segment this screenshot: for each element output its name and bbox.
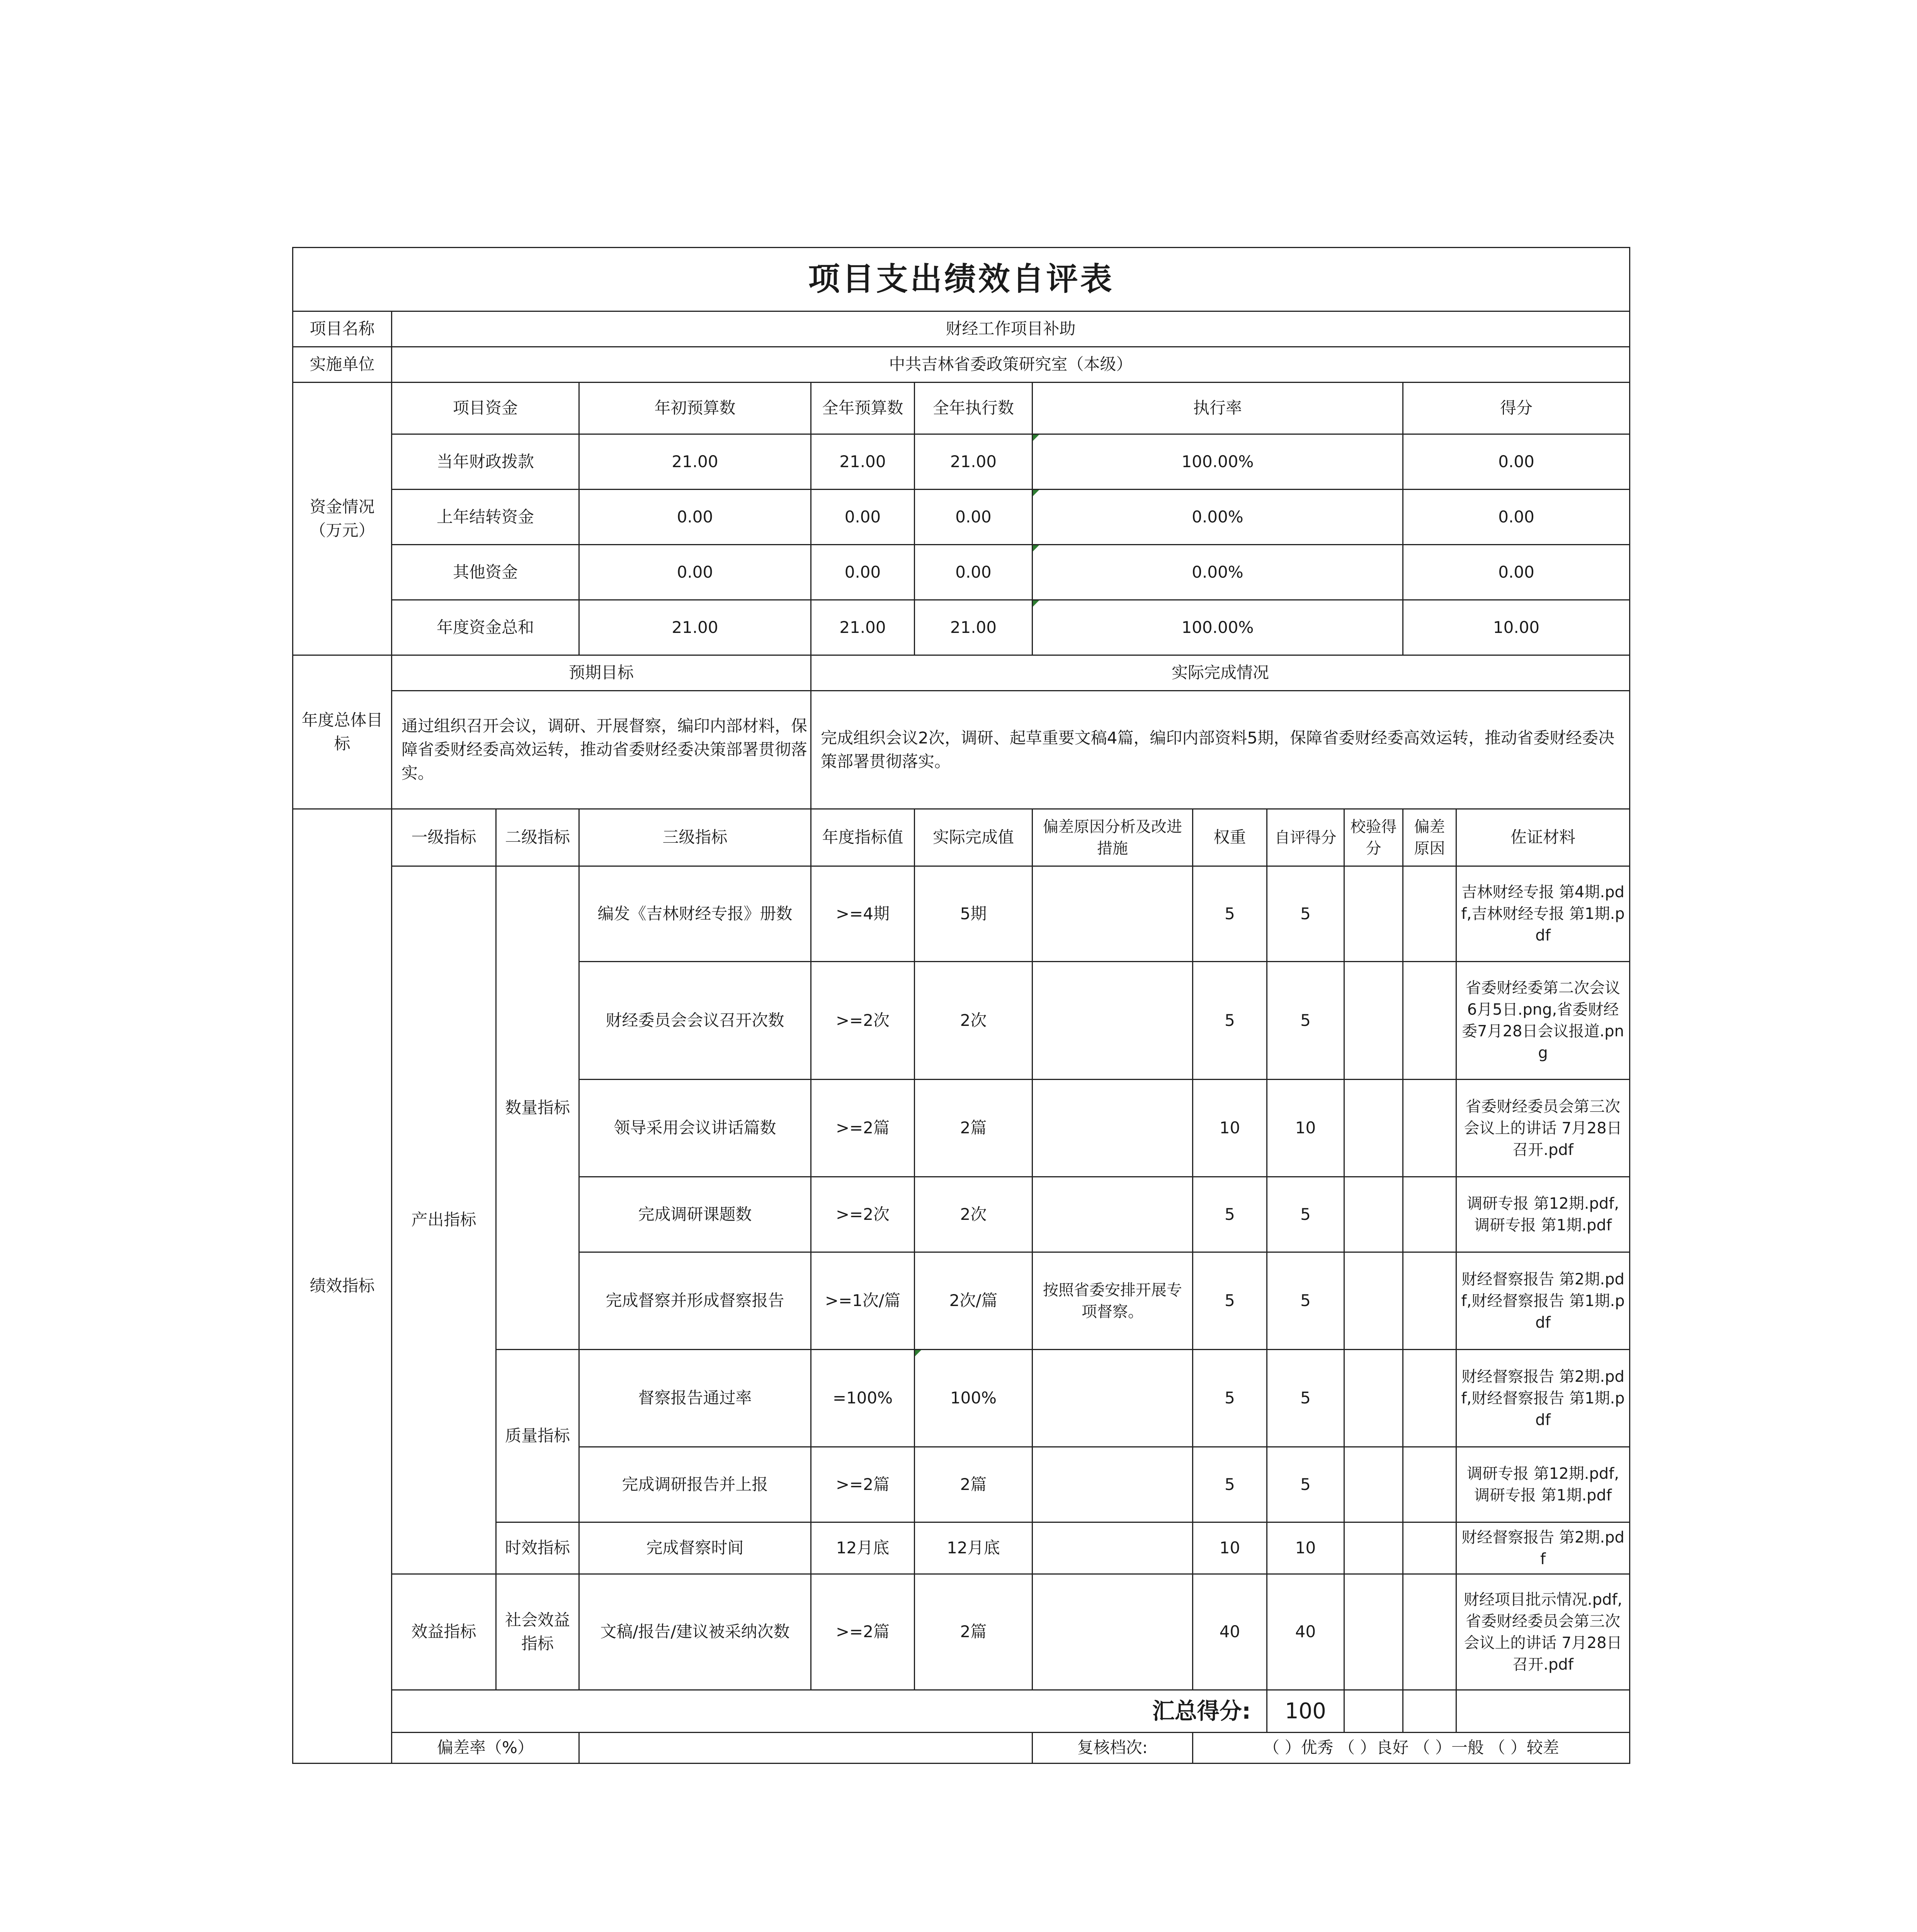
fund-type: 年度资金总和 xyxy=(392,600,579,655)
initial-budget: 0.00 xyxy=(579,490,811,545)
weight: 5 xyxy=(1193,1350,1267,1447)
deviation-reason xyxy=(1032,1522,1193,1574)
execution-rate: 0.00% xyxy=(1032,490,1403,545)
level1-output: 产出指标 xyxy=(392,866,496,1574)
deviation-cause xyxy=(1403,1177,1456,1252)
evidence: 省委财经委第二次会议 6月5日.png,省委财经委7月28日会议报道.png xyxy=(1456,962,1630,1080)
goals-section-label: 年度总体目标 xyxy=(293,655,392,809)
perf-header: 自评得分 xyxy=(1267,809,1344,866)
total-check-score xyxy=(1344,1690,1403,1733)
deviation-reason: 按照省委安排开展专项督察。 xyxy=(1032,1252,1193,1350)
funds-section-label: 资金情况（万元） xyxy=(293,383,392,655)
target-value: >=2次 xyxy=(811,962,915,1080)
perf-header: 实际完成值 xyxy=(915,809,1032,866)
indicator: 领导采用会议讲话篇数 xyxy=(579,1080,811,1177)
check-score xyxy=(1344,866,1403,962)
total-evidence xyxy=(1456,1690,1630,1733)
fund-type: 上年结转资金 xyxy=(392,490,579,545)
project-name: 财经工作项目补助 xyxy=(392,311,1630,347)
indicator: 财经委员会会议召开次数 xyxy=(579,962,811,1080)
execution-rate: 100.00% xyxy=(1032,600,1403,655)
check-score xyxy=(1344,1177,1403,1252)
target-value: =100% xyxy=(811,1350,915,1447)
annual-execution: 0.00 xyxy=(915,490,1032,545)
perf-header: 一级指标 xyxy=(392,809,496,866)
annual-budget: 0.00 xyxy=(811,545,915,600)
funds-row xyxy=(293,434,1630,490)
weight: 5 xyxy=(1193,1252,1267,1350)
annual-execution: 21.00 xyxy=(915,600,1032,655)
review-grade-label: 复核档次: xyxy=(1032,1733,1193,1764)
annual-budget: 0.00 xyxy=(811,490,915,545)
funds-header: 全年执行数 xyxy=(915,383,1032,434)
fund-score: 0.00 xyxy=(1403,434,1630,490)
self-score: 10 xyxy=(1267,1522,1344,1574)
initial-budget: 21.00 xyxy=(579,600,811,655)
indicator: 文稿/报告/建议被采纳次数 xyxy=(579,1574,811,1690)
check-score xyxy=(1344,1350,1403,1447)
annual-execution: 21.00 xyxy=(915,434,1032,490)
actual-value: 2次 xyxy=(915,1177,1032,1252)
check-score xyxy=(1344,962,1403,1080)
self-score: 5 xyxy=(1267,1177,1344,1252)
self-score: 5 xyxy=(1267,1447,1344,1522)
deviation-cause xyxy=(1403,1447,1456,1522)
funds-header: 得分 xyxy=(1403,383,1630,434)
deviation-cause xyxy=(1403,1080,1456,1177)
deviation-cause xyxy=(1403,962,1456,1080)
self-score: 10 xyxy=(1267,1080,1344,1177)
actual-value: 2篇 xyxy=(915,1080,1032,1177)
execution-rate: 100.00% xyxy=(1032,434,1403,490)
level1-benefit: 效益指标 xyxy=(392,1574,496,1690)
expected-goal-text: 通过组织召开会议，调研、开展督察，编印内部材料，保障省委财经委高效运转，推动省委财经委决策部署贯彻落实。 xyxy=(392,691,811,809)
fund-type: 当年财政拨款 xyxy=(392,434,579,490)
actual-completion-text: 完成组织会议2次，调研、起草重要文稿4篇，编印内部资料5期，保障省委财经委高效运转，推动省委财经委决策部署贯彻落实。 xyxy=(811,691,1630,809)
evidence: 财经督察报告 第2期.pdf xyxy=(1456,1522,1630,1574)
perf-header: 二级指标 xyxy=(496,809,579,866)
indicator: 完成督察时间 xyxy=(579,1522,811,1574)
actual-completion-label: 实际完成情况 xyxy=(811,655,1630,691)
fund-score: 0.00 xyxy=(1403,490,1630,545)
fund-type: 其他资金 xyxy=(392,545,579,600)
target-value: >=2篇 xyxy=(811,1574,915,1690)
deviation-rate-label: 偏差率（%） xyxy=(392,1733,579,1764)
weight: 5 xyxy=(1193,1447,1267,1522)
target-value: >=2篇 xyxy=(811,1080,915,1177)
self-score: 5 xyxy=(1267,1350,1344,1447)
weight: 40 xyxy=(1193,1574,1267,1690)
self-evaluation-table xyxy=(292,247,1630,1764)
deviation-cause xyxy=(1403,1350,1456,1447)
actual-value: 2次 xyxy=(915,962,1032,1080)
check-score xyxy=(1344,1522,1403,1574)
funds-row xyxy=(293,600,1630,655)
weight: 10 xyxy=(1193,1080,1267,1177)
deviation-reason xyxy=(1032,1447,1193,1522)
deviation-reason xyxy=(1032,866,1193,962)
actual-value: 2篇 xyxy=(915,1574,1032,1690)
actual-value: 2篇 xyxy=(915,1447,1032,1522)
weight: 5 xyxy=(1193,866,1267,962)
self-score: 40 xyxy=(1267,1574,1344,1690)
weight: 5 xyxy=(1193,962,1267,1080)
funds-row xyxy=(293,490,1630,545)
implementing-unit: 中共吉林省委政策研究室（本级） xyxy=(392,347,1630,383)
funds-header: 全年预算数 xyxy=(811,383,915,434)
target-value: >=1次/篇 xyxy=(811,1252,915,1350)
expected-goal-label: 预期目标 xyxy=(392,655,811,691)
perf-header: 佐证材料 xyxy=(1456,809,1630,866)
perf-header: 偏差原因分析及改进措施 xyxy=(1032,809,1193,866)
review-grade-options: （ ）优秀 （ ）良好 （ ）一般 （ ）较差 xyxy=(1193,1733,1630,1764)
level2-social-benefit: 社会效益指标 xyxy=(496,1574,579,1690)
funds-header: 项目资金 xyxy=(392,383,579,434)
perf-header: 权重 xyxy=(1193,809,1267,866)
indicator: 完成调研课题数 xyxy=(579,1177,811,1252)
actual-value: 12月底 xyxy=(915,1522,1032,1574)
check-score xyxy=(1344,1447,1403,1522)
funds-header: 执行率 xyxy=(1032,383,1403,434)
deviation-reason xyxy=(1032,1350,1193,1447)
indicator: 督察报告通过率 xyxy=(579,1350,811,1447)
perf-header: 年度指标值 xyxy=(811,809,915,866)
level2-timeliness: 时效指标 xyxy=(496,1522,579,1574)
actual-value: 5期 xyxy=(915,866,1032,962)
fund-score: 10.00 xyxy=(1403,600,1630,655)
deviation-cause xyxy=(1403,1522,1456,1574)
deviation-cause xyxy=(1403,1252,1456,1350)
evidence: 省委财经委员会第三次会议上的讲话 7月28日召开.pdf xyxy=(1456,1080,1630,1177)
implementing-unit-label: 实施单位 xyxy=(293,347,392,383)
perf-header: 三级指标 xyxy=(579,809,811,866)
total-score: 100 xyxy=(1267,1690,1344,1733)
target-value: >=2次 xyxy=(811,1177,915,1252)
level2-quantity: 数量指标 xyxy=(496,866,579,1350)
indicator: 编发《吉林财经专报》册数 xyxy=(579,866,811,962)
actual-value: 100% xyxy=(915,1350,1032,1447)
evidence: 财经督察报告 第2期.pdf,财经督察报告 第1期.pdf xyxy=(1456,1252,1630,1350)
funds-header: 年初预算数 xyxy=(579,383,811,434)
annual-budget: 21.00 xyxy=(811,600,915,655)
actual-value: 2次/篇 xyxy=(915,1252,1032,1350)
perf-header: 偏差原因 xyxy=(1403,809,1456,866)
total-score-label: 汇总得分: xyxy=(392,1690,1267,1733)
deviation-rate-value xyxy=(579,1733,1032,1764)
self-score: 5 xyxy=(1267,866,1344,962)
perf-header: 校验得分 xyxy=(1344,809,1403,866)
initial-budget: 21.00 xyxy=(579,434,811,490)
weight: 5 xyxy=(1193,1177,1267,1252)
table-title: 项目支出绩效自评表 xyxy=(293,248,1630,311)
deviation-reason xyxy=(1032,1574,1193,1690)
self-score: 5 xyxy=(1267,962,1344,1080)
self-score: 5 xyxy=(1267,1252,1344,1350)
evidence: 财经督察报告 第2期.pdf,财经督察报告 第1期.pdf xyxy=(1456,1350,1630,1447)
project-name-label: 项目名称 xyxy=(293,311,392,347)
performance-section-label: 绩效指标 xyxy=(293,809,392,1764)
evidence: 财经项目批示情况.pdf,省委财经委员会第三次会议上的讲话 7月28日召开.pdf xyxy=(1456,1574,1630,1690)
target-value: 12月底 xyxy=(811,1522,915,1574)
check-score xyxy=(1344,1574,1403,1690)
evidence: 吉林财经专报 第4期.pdf,吉林财经专报 第1期.pdf xyxy=(1456,866,1630,962)
weight: 10 xyxy=(1193,1522,1267,1574)
total-deviation-cause xyxy=(1403,1690,1456,1733)
initial-budget: 0.00 xyxy=(579,545,811,600)
target-value: >=2篇 xyxy=(811,1447,915,1522)
evidence: 调研专报 第12期.pdf,调研专报 第1期.pdf xyxy=(1456,1177,1630,1252)
annual-budget: 21.00 xyxy=(811,434,915,490)
deviation-cause xyxy=(1403,1574,1456,1690)
annual-execution: 0.00 xyxy=(915,545,1032,600)
check-score xyxy=(1344,1080,1403,1177)
deviation-reason xyxy=(1032,962,1193,1080)
deviation-reason xyxy=(1032,1080,1193,1177)
table-row xyxy=(293,1574,1630,1690)
deviation-reason xyxy=(1032,1177,1193,1252)
indicator: 完成调研报告并上报 xyxy=(579,1447,811,1522)
fund-score: 0.00 xyxy=(1403,545,1630,600)
execution-rate: 0.00% xyxy=(1032,545,1403,600)
deviation-cause xyxy=(1403,866,1456,962)
level2-quality: 质量指标 xyxy=(496,1350,579,1522)
check-score xyxy=(1344,1252,1403,1350)
target-value: >=4期 xyxy=(811,866,915,962)
evidence: 调研专报 第12期.pdf,调研专报 第1期.pdf xyxy=(1456,1447,1630,1522)
table-row xyxy=(293,866,1630,962)
funds-row xyxy=(293,545,1630,600)
indicator: 完成督察并形成督察报告 xyxy=(579,1252,811,1350)
